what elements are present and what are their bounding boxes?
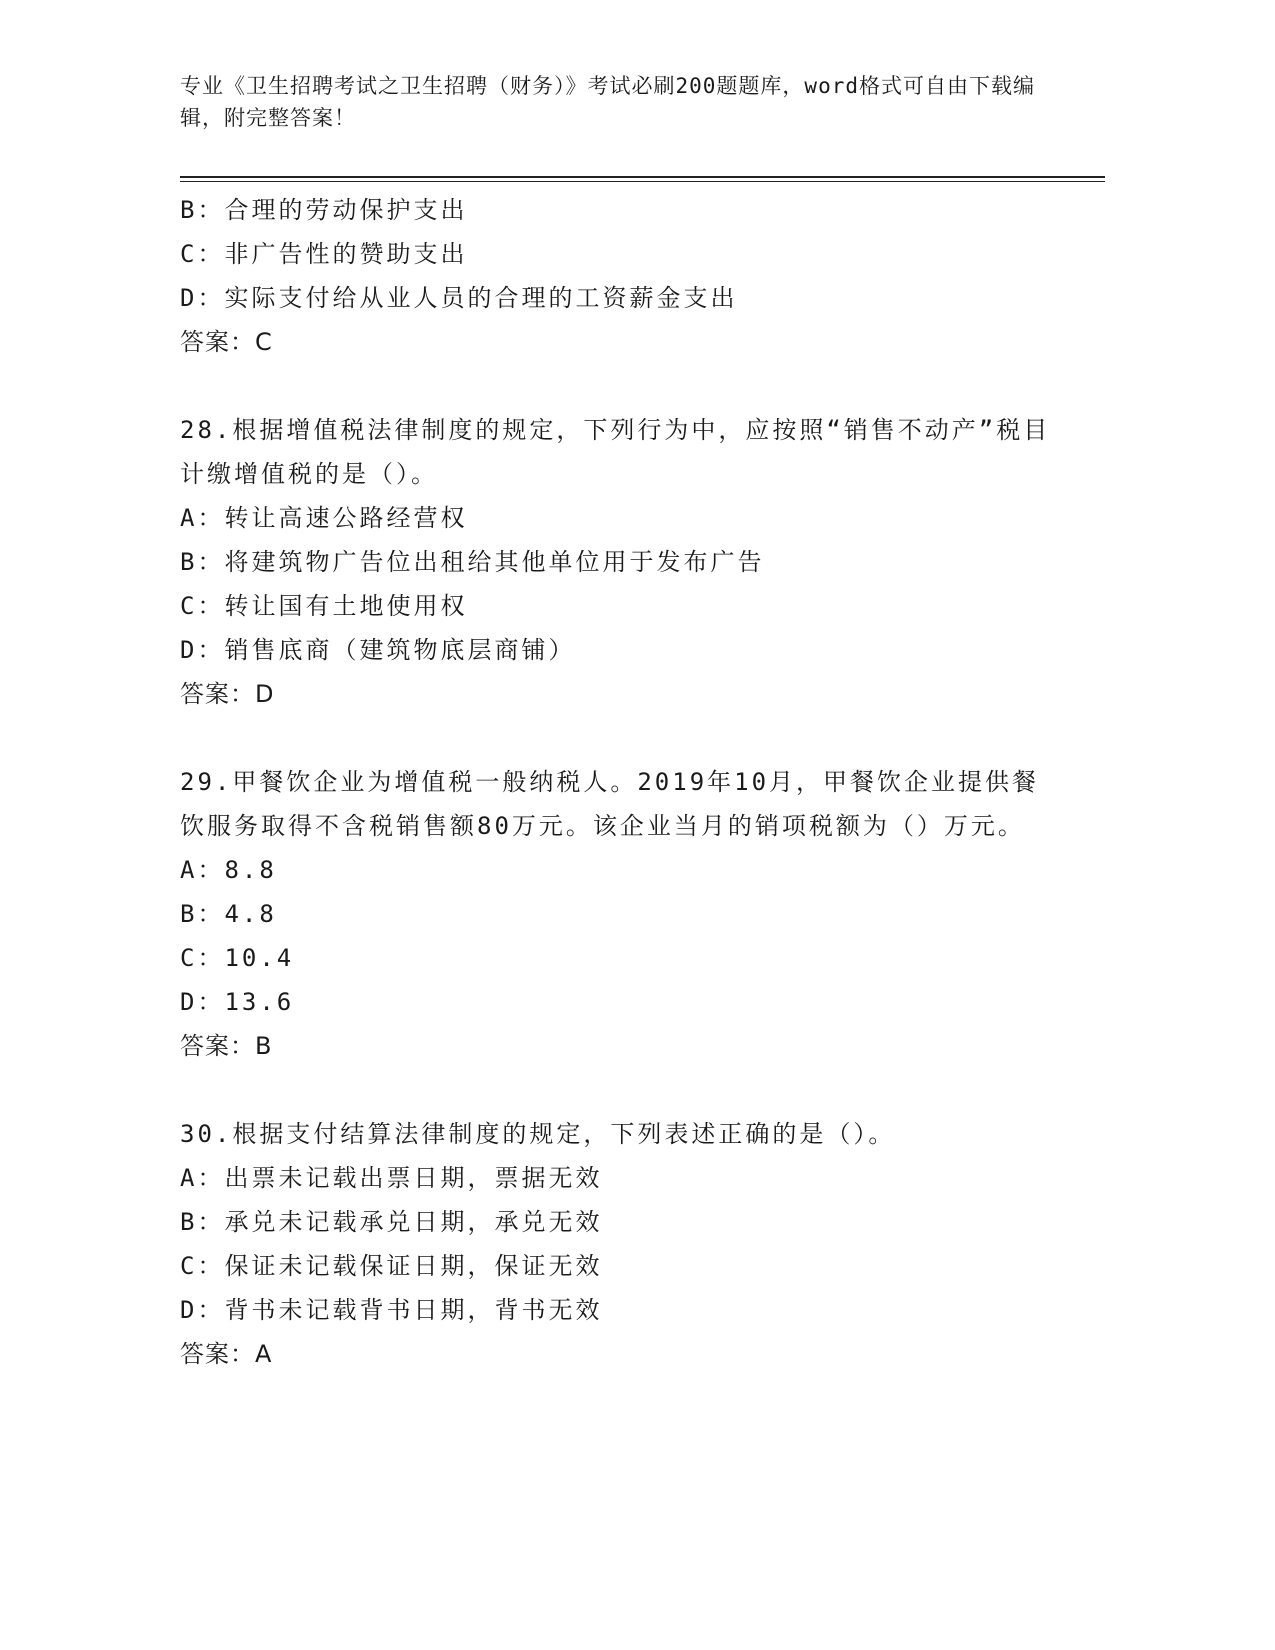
option-d: D：13.6	[180, 988, 295, 1016]
spacer	[180, 716, 1060, 760]
option-c: C：非广告性的赞助支出	[180, 240, 468, 268]
option-b: B：将建筑物广告位出租给其他单位用于发布广告	[180, 548, 765, 576]
option-d: D：背书未记载背书日期，背书无效	[180, 1296, 603, 1324]
option-a: A：8.8	[180, 856, 277, 884]
answer-line: 答案：C	[180, 328, 273, 356]
question-29	[180, 760, 1060, 1068]
spacer	[180, 1068, 1060, 1112]
option-b: B：承兑未记载承兑日期，承兑无效	[180, 1208, 603, 1236]
option-c: C：10.4	[180, 944, 295, 972]
option-d: D：销售底商（建筑物底层商铺）	[180, 636, 576, 664]
option-a: A：出票未记载出票日期，票据无效	[180, 1164, 603, 1192]
question-stem: 30.根据支付结算法律制度的规定，下列表述正确的是（）。	[180, 1120, 896, 1148]
question-stem: 28.根据增值税法律制度的规定，下列行为中，应按照“销售不动产”税目计缴增值税的是（）。	[180, 416, 1051, 488]
prev-question	[180, 188, 1060, 364]
header-rule-thin	[180, 181, 1105, 182]
option-c: C：保证未记载保证日期，保证无效	[180, 1252, 603, 1280]
document-header: 专业《卫生招聘考试之卫生招聘（财务）》考试必刷200题题库，word格式可自由下载编辑，附完整答案！	[180, 74, 1035, 130]
answer-line: 答案：B	[180, 1032, 273, 1060]
answer-line: 答案：D	[180, 680, 275, 708]
option-a: A：转让高速公路经营权	[180, 504, 468, 532]
answer-line: 答案：A	[180, 1340, 273, 1368]
header-rule-thick	[180, 176, 1105, 178]
question-30	[180, 1112, 1060, 1376]
question-28	[180, 408, 1060, 716]
spacer	[180, 364, 1060, 408]
question-content	[180, 188, 1060, 1376]
question-stem: 29.甲餐饮企业为增值税一般纳税人。2019年10月，甲餐饮企业提供餐饮服务取得不含税销售额80万元。该企业当月的销项税额为（）万元。	[180, 768, 1040, 840]
option-d: D：实际支付给从业人员的合理的工资薪金支出	[180, 284, 738, 312]
option-b: B：合理的劳动保护支出	[180, 196, 468, 224]
option-b: B：4.8	[180, 900, 277, 928]
option-c: C：转让国有土地使用权	[180, 592, 468, 620]
